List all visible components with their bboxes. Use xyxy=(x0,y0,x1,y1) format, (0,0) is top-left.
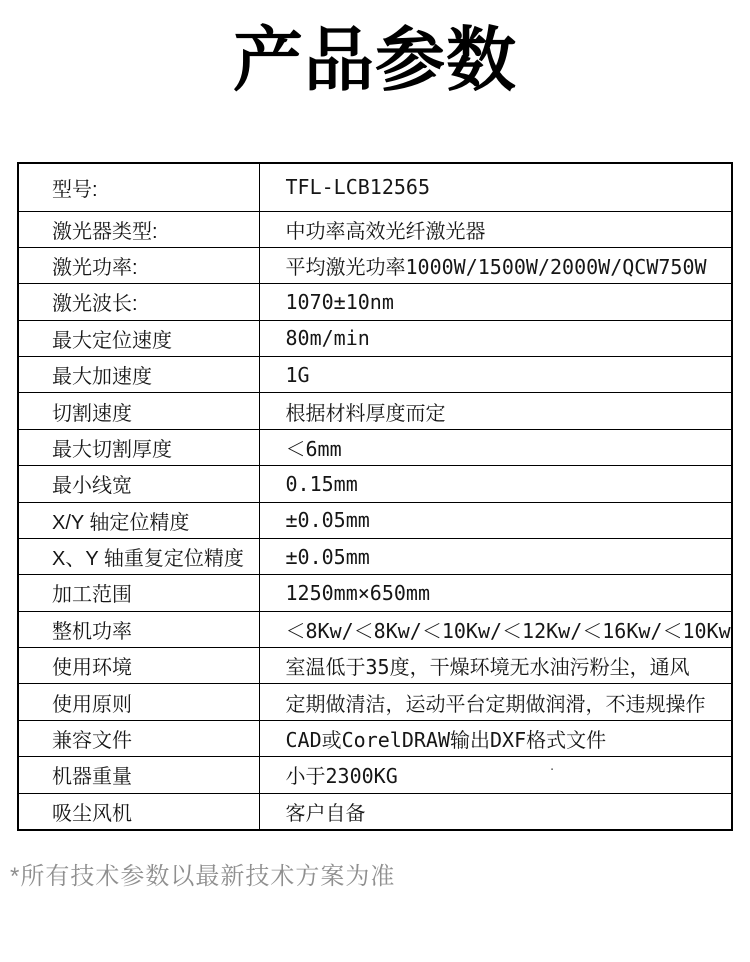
spec-value: TFL-LCB12565 xyxy=(259,163,732,211)
spec-value: ±0.05mm xyxy=(259,502,732,538)
spec-label: 最小线宽 xyxy=(18,466,259,502)
spec-label: 激光器类型: xyxy=(18,211,259,247)
spec-value: ＜8Kw/＜8Kw/＜10Kw/＜12Kw/＜16Kw/＜10Kw xyxy=(259,611,732,647)
spec-value: 室温低于35度，干燥环境无水油污粉尘，通风 xyxy=(259,648,732,684)
page-title: 产品参数 xyxy=(233,21,517,99)
spec-label: 激光功率: xyxy=(18,247,259,283)
spec-label: X/Y 轴定位精度 xyxy=(18,502,259,538)
spec-table-row xyxy=(18,757,732,793)
spec-table-row xyxy=(18,247,732,283)
spec-value: 1070±10nm xyxy=(259,284,732,320)
spec-table-row xyxy=(18,575,732,611)
spec-table-row xyxy=(18,793,732,830)
spec-value: 根据材料厚度而定 xyxy=(259,393,732,429)
spec-label: 兼容文件 xyxy=(18,720,259,756)
spec-label: 切割速度 xyxy=(18,393,259,429)
spec-value: CAD或CorelDRAW输出DXF格式文件 xyxy=(259,720,732,756)
spec-table-body xyxy=(18,163,732,830)
spec-label: 整机功率 xyxy=(18,611,259,647)
spec-table-row xyxy=(18,284,732,320)
spec-table-row xyxy=(18,720,732,756)
spec-table-row xyxy=(18,357,732,393)
spec-table-row xyxy=(18,320,732,356)
spec-label: 激光波长: xyxy=(18,284,259,320)
spec-value: 1G xyxy=(259,357,732,393)
spec-table-row xyxy=(18,393,732,429)
spec-table-row xyxy=(18,684,732,720)
spec-value: 中功率高效光纤激光器 xyxy=(259,211,732,247)
spec-table-row xyxy=(18,611,732,647)
spec-table-row xyxy=(18,211,732,247)
footnote-disclaimer: *所有技术参数以最新技术方案为准 xyxy=(10,863,396,890)
spec-label: 使用环境 xyxy=(18,648,259,684)
spec-value: 小于2300KG xyxy=(259,757,732,793)
spec-value: ＜6mm xyxy=(259,429,732,465)
spec-label: 机器重量 xyxy=(18,757,259,793)
spec-label: 最大定位速度 xyxy=(18,320,259,356)
spec-label: 最大切割厚度 xyxy=(18,429,259,465)
spec-label: 最大加速度 xyxy=(18,357,259,393)
spec-table-row xyxy=(18,502,732,538)
spec-value: 定期做清洁，运动平台定期做润滑，不违规操作 xyxy=(259,684,732,720)
spec-table-row xyxy=(18,466,732,502)
spec-value: 平均激光功率1000W/1500W/2000W/QCW750W xyxy=(259,247,732,283)
spec-value: 80m/min xyxy=(259,320,732,356)
spec-table xyxy=(17,162,733,831)
spec-label: 吸尘风机 xyxy=(18,793,259,830)
spec-table-row xyxy=(18,648,732,684)
spec-value: 客户自备 xyxy=(259,793,732,830)
spec-value: 1250mm×650mm xyxy=(259,575,732,611)
stray-print-dot: . xyxy=(550,757,555,774)
spec-label: 加工范围 xyxy=(18,575,259,611)
spec-table-row xyxy=(18,538,732,574)
spec-table-row xyxy=(18,429,732,465)
spec-label: 使用原则 xyxy=(18,684,259,720)
spec-table-row xyxy=(18,163,732,211)
spec-label: X、Y 轴重复定位精度 xyxy=(18,538,259,574)
spec-label: 型号: xyxy=(18,163,259,211)
spec-value: ±0.05mm xyxy=(259,538,732,574)
spec-value: 0.15mm xyxy=(259,466,732,502)
